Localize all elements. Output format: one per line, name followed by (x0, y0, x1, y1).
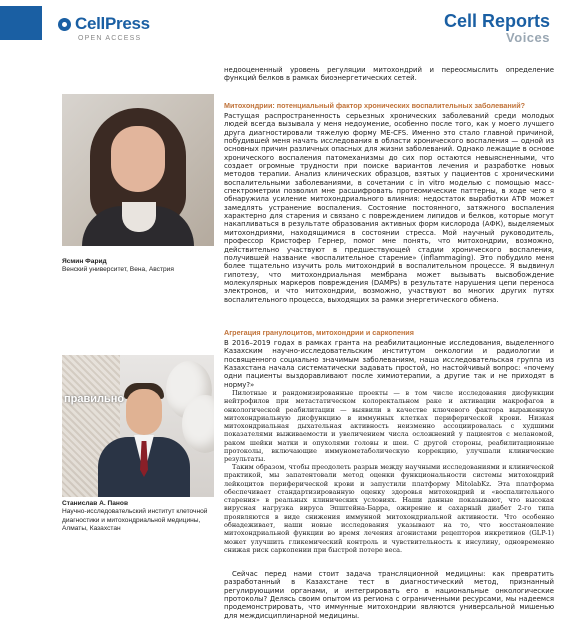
section2-para3: Таким образом, чтобы преодолеть разрыв между научными исследованиями и клинической практикой, мы запатентовали метод оценки функциональности системы митохондрий лейкоцитов периферической крови и запустили платформу MitolabKz. Эта платформа обеспечивает стандартизированную оценку здоровья митохондрий и «воспалительного старения» в реальных клинических условиях. Наши данные показывают, что высокая вирусная нагрузка вируса Эпштейна-Барра, ожирение и сахарный диабет 2-го типа проявляются в виде снижения иммунной митохондриальной активности. Что особенно обнадеживает, наши новые исследования указывают на то, что восстановление митохондриальной функции во время лечения агонистами рецепторов инкретинов (GLP-1) может улучшить гликемический контроль и чувствительность к инсулину, одновременно снижая риск саркопении при быстрой потере веса. (224, 463, 554, 554)
author2-caption (62, 500, 212, 534)
author2-name: Станислав А. Панов (62, 500, 128, 507)
section2-heading: Агрегация гранулоцитов, митохондрии и саркопения (224, 328, 414, 337)
open-access-label: OPEN ACCESS (78, 35, 142, 42)
menu-icon[interactable] (0, 6, 42, 40)
cellpress-mark-icon (58, 18, 71, 31)
journal-subtitle: Voices (506, 30, 550, 45)
section2-para4: Сейчас перед нами стоит задача трансляционной медицины: как превратить разработанный в Казахстане тест в диагностический метод, признанный регулирующими органами, и интегрировать его в национальные онкологические протоколы? Делясь своим опытом из региона с ограниченными ресурсами, мы надеемся продемонстрировать, что иммунные митохондрии являются универсальной мишенью для междисциплинарной медицины. (224, 570, 554, 620)
author2-photo (62, 355, 214, 497)
author1-affiliation: Венский университет, Вена, Австрия (62, 266, 174, 274)
publisher-name: CellPress (75, 14, 150, 33)
author2-affiliation: Научно-исследовательский институт клеточной диагностики и митохондриальной медицины, Алматы, Казахстан (62, 508, 208, 533)
author1-name: Ясмин Фарид (62, 258, 107, 265)
author1-caption (62, 258, 212, 275)
photo-overlay-text: правильно (64, 393, 125, 405)
section2-para1: В 2016–2019 годах в рамках гранта на реабилитационные исследования, выделенного Казахским научно-исследовательским институтом онкологии и радиологии и посвященного социально значимым заболеваниям, наша исследовательская группа из Казахстана начала систематически задавать простой, но настойчивый вопрос: «почему одни пациенты выздоравливают после химиотерапии, а другие так и не приходят в норму?» (224, 339, 554, 389)
intro-paragraph: недооцененный уровень регуляции митохондрий и переосмыслить определение функций белков в рамках биоэнергетических сетей. (224, 66, 554, 83)
section2-para2: Пилотные и рандомизированные проекты — в том числе исследования дисфункции нейтрофилов при метастатическом колоректальном раке и активации макрофагов в онкологической реабилитации — выявили в качестве ключевого фактора выраженную митохондриальную дисфункцию в иммунных клетках периферической крови. Низкая митохондриальная дыхательная активность неизменно ассоциировалась с худшими показателями выживаемости и увеличением числа осложнений у пациентов с меланомой, раком шейки матки и опухолями головы и шеи. С другой стороны, реабилитационные протоколы, включающие иммунометаболическую коррекцию, улучшали клинические результаты. (224, 389, 554, 464)
section1-body: Растущая распространенность серьезных хронических заболеваний среди молодых людей всегда вызывала у меня недоумение, особенно после того, как у моего лучшего друга диагностировали тяжелую форму ME-CFS. Именно это стало главной причиной, побудившей меня начать исследования в области хронического воспаления — одной из основных причин различных опасных для жизни заболеваний. Однако лежащие в основе хронического воспаления патомеханизмы до сих пор остаются невыясненными, что создает огромные трудности при поиске вариантов лечения и разработке новых методов терапии. Анализ клинических образцов, взятых у пациентов с хроническими воспалительными заболеваниями, в сочетании с in vitro моделью с помощью масс-спектрометрии позволил мне расшифровать протеомические паттерны, в ходе чего я обнаружила усиление митохондриального влияния: недостаток выработки АТФ может замедлять устранение воспаления. Состояние постоянного, затяжного воспаления характерно для старения и связано с повреждением липидов и белков, которые могут накапливаться в результате образования активных форм кислорода (АФК), выделяемых митохондриями, находящимися в состоянии стресса. Мой научный руководитель, профессор Кристофер Гернер, помог мне понять, что митохондрии, возможно, действительно участвуют в предшествующей стадии хронического воспаления, получившей название «воспалительное старение» (inflammaging). Это побудило меня более тщательно изучить роль митохондрий в воспалительном процессе. Я выдвинул гипотезу, что митохондриальная мембрана может вызывать высвобождение молекулярных маркеров повреждения (DAMPs) в результате нарушения цепи переноса электронов, и что митохондрии, возможно, участвуют во многих других путях воспалительного процесса, выходящих за рамки энергетического обмена. (224, 112, 554, 304)
journal-logo[interactable] (444, 12, 550, 45)
page-header (0, 0, 564, 50)
journal-title: Cell Reports (443, 11, 550, 31)
author1-photo (62, 94, 214, 246)
cellpress-logo[interactable] (58, 14, 150, 42)
section1-heading: Митохондрии: потенциальный фактор хронических воспалительных заболеваний? (224, 101, 526, 110)
